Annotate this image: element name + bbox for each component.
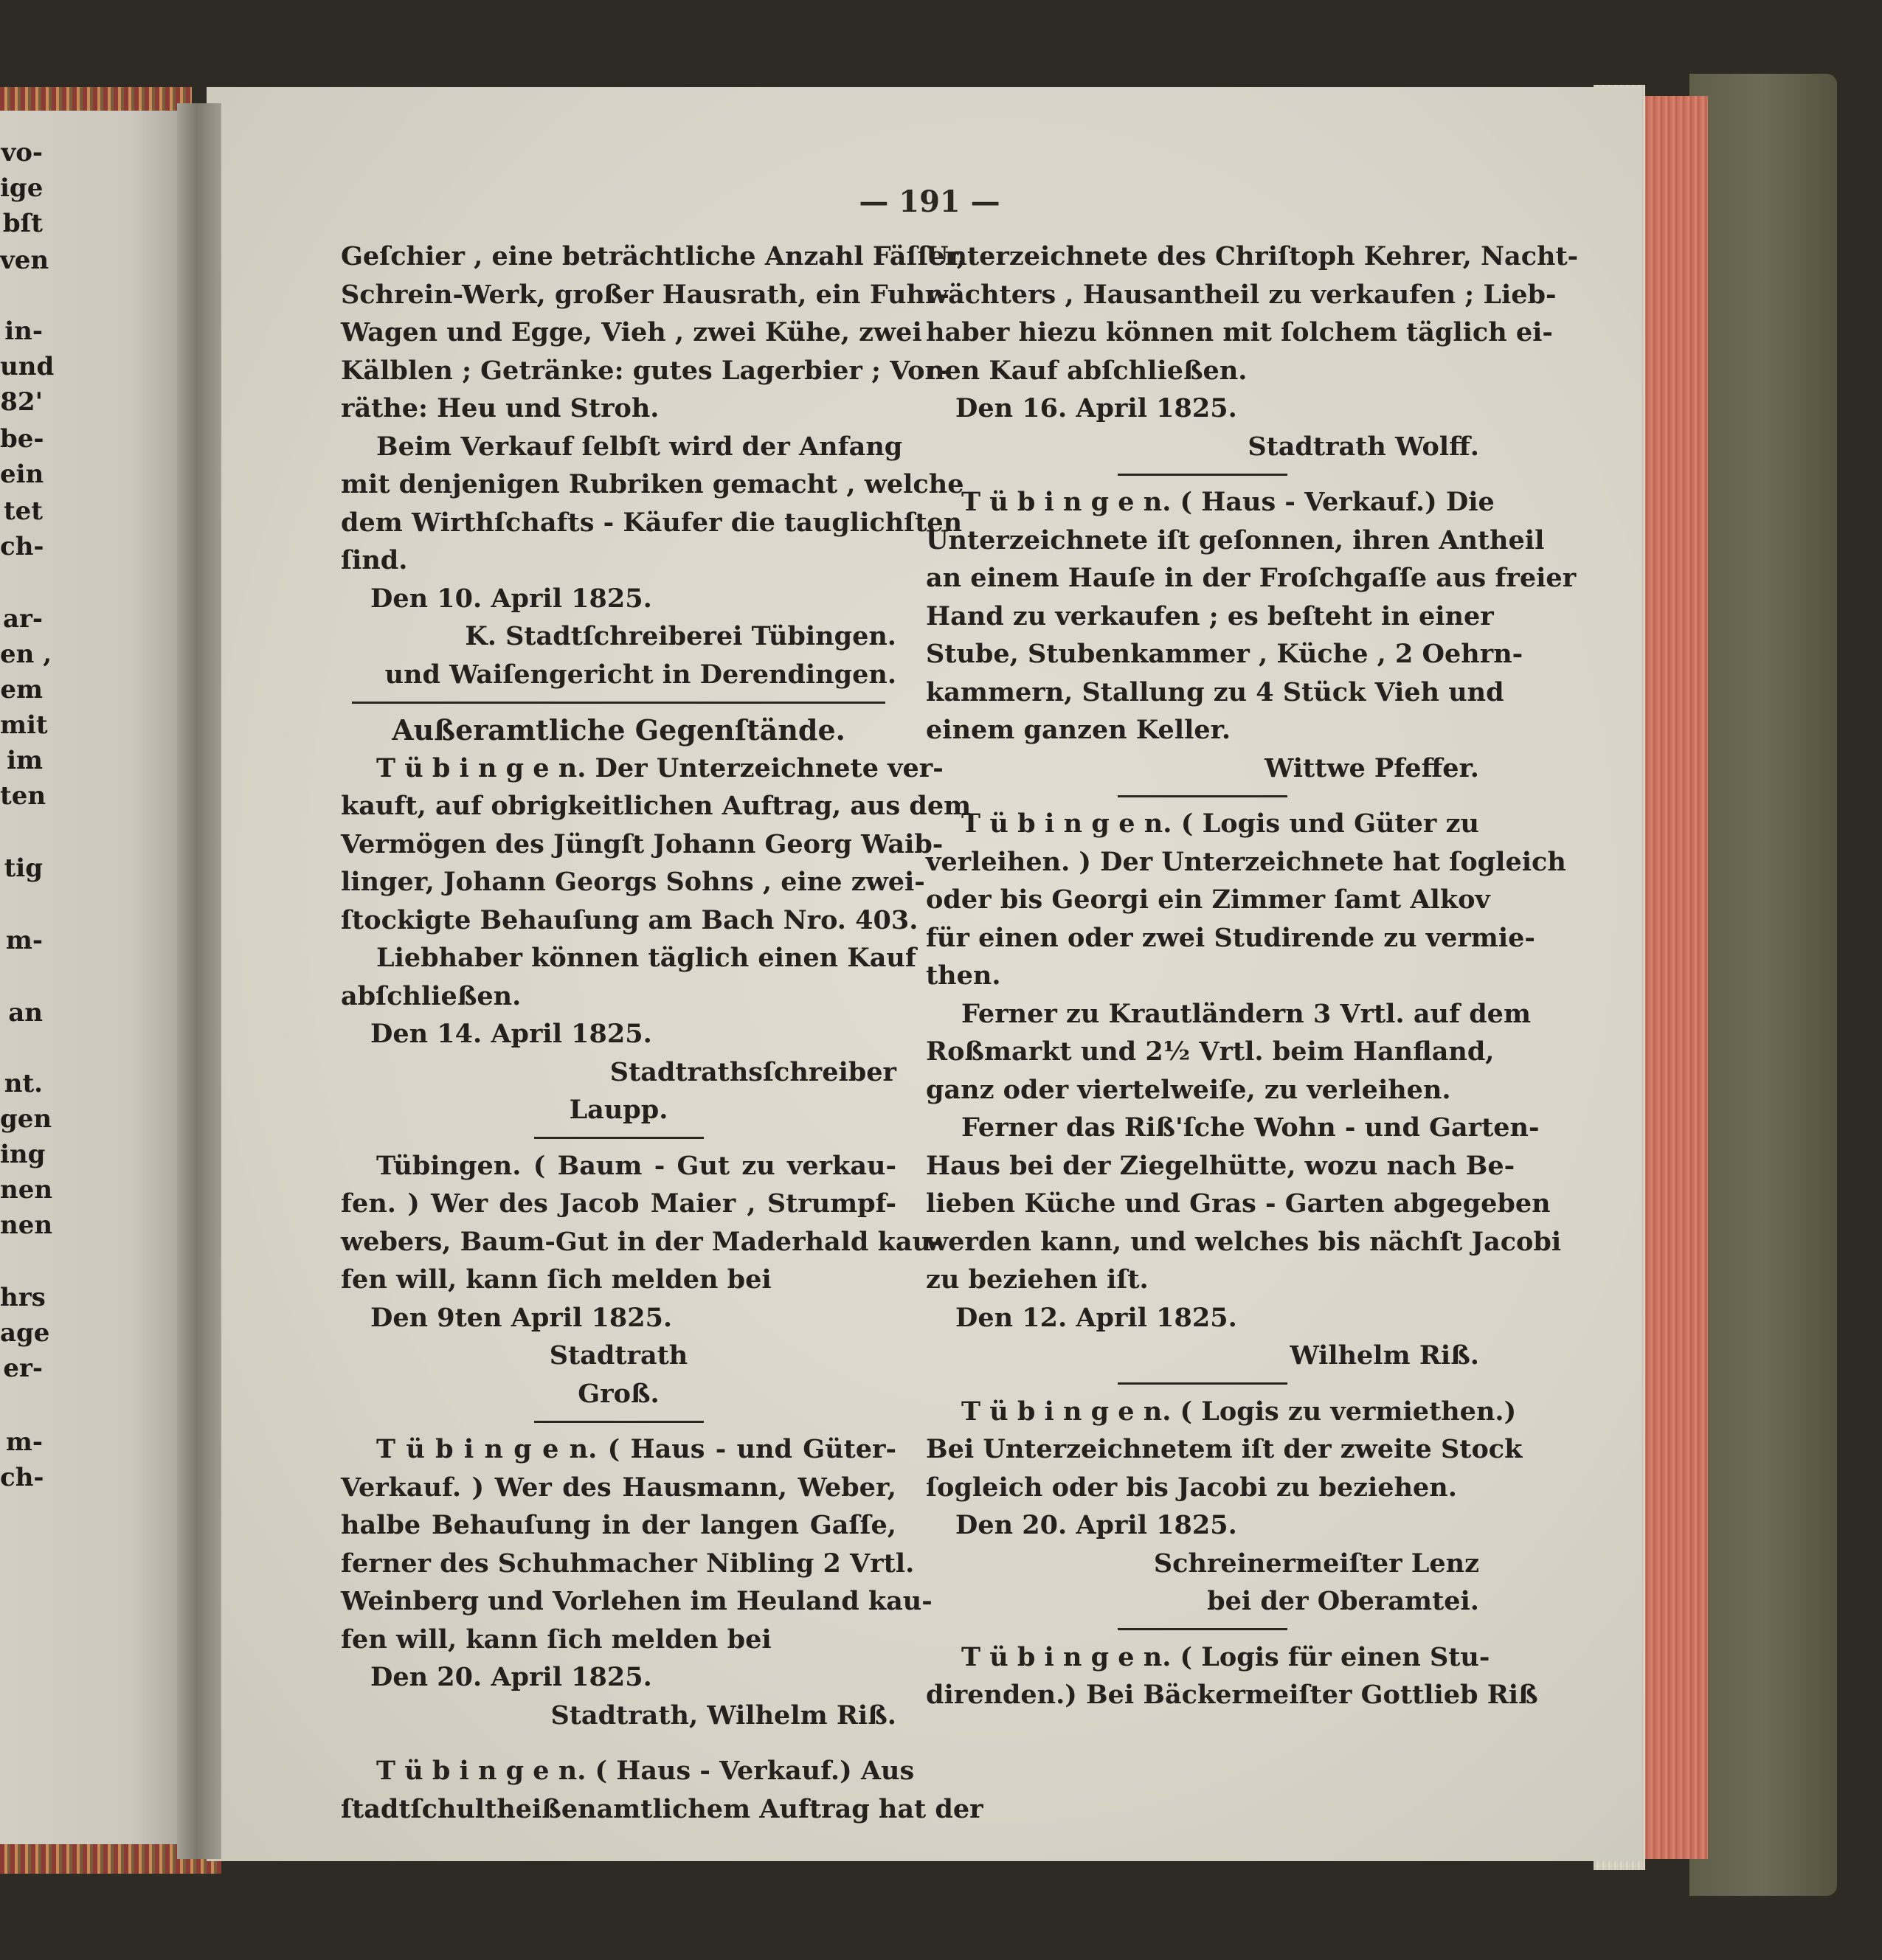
text-line: webers, Baum-Gut in der Maderhald kau-: [341, 1226, 942, 1257]
text-line: T ü b i n g e n. ( Logis zu vermiethen.): [961, 1396, 1517, 1427]
section-divider: [341, 693, 896, 711]
text-line: Vermögen des Jüngſt Johann Georg Waib-: [341, 828, 944, 859]
text-line: verleihen. ) Der Unterzeichnete hat ſogleich: [926, 846, 1566, 877]
text-line: mit denjenigen Rubriken gemacht , welche: [341, 469, 964, 499]
text-line: Den 16. April 1825.: [955, 393, 1237, 423]
text-line: und Waiſengericht in Derendingen.: [384, 659, 896, 690]
left-page-text-fragment: ch-: [0, 1463, 44, 1492]
text-line: Den 12. April 1825.: [955, 1302, 1237, 1333]
text-line: K. Stadtſchreiberei Tübingen.: [465, 621, 896, 651]
divider-rule: [1118, 1628, 1287, 1630]
section-divider: [341, 1129, 896, 1147]
left-page-text-fragment: em: [0, 675, 43, 704]
text-line: werden kann, und welches bis nächſt Jacobi: [926, 1226, 1562, 1257]
text-line: Haus bei der Ziegelhütte, wozu nach Be-: [926, 1150, 1515, 1181]
text-line: ſind.: [341, 545, 408, 575]
text-line: T ü b i n g e n. ( Haus - und Güter-: [376, 1434, 896, 1464]
text-line: Schreinermeiſter Lenz: [1153, 1548, 1479, 1579]
text-line: T ü b i n g e n. ( Logis für einen Stu-: [961, 1641, 1490, 1672]
left-page-text-fragment: nen: [0, 1175, 53, 1205]
text-line: räthe: Heu und Stroh.: [341, 393, 660, 423]
section-divider: [341, 1734, 896, 1752]
left-page-text-fragment: ven: [0, 246, 49, 275]
text-line: zu beziehen iſt.: [926, 1264, 1149, 1295]
left-page-text-fragment: tet: [3, 496, 43, 526]
text-line: Schrein-Werk, großer Hausrath, ein Fuhr-: [341, 279, 949, 310]
text-line: Bei Unterzeichnetem iſt der zweite Stock: [926, 1434, 1523, 1464]
text-line: T ü b i n g e n. ( Haus - Verkauf.) Aus: [376, 1756, 915, 1786]
divider-rule: [1118, 474, 1287, 476]
text-line: halbe Behauſung in der langen Gaſſe,: [341, 1510, 896, 1540]
text-line: Ferner zu Krautländern 3 Vrtl. auf dem: [961, 998, 1531, 1029]
left-page-text-fragment: ten: [0, 781, 46, 811]
left-page-text-fragment: 82': [0, 387, 43, 417]
red-page-edges: [1634, 96, 1708, 1859]
left-page-text-fragment: er-: [3, 1354, 43, 1383]
left-page-text-fragment: an: [8, 998, 43, 1028]
section-divider: [926, 787, 1479, 805]
left-page-text-fragment: m-: [5, 1427, 43, 1457]
left-page-text-fragment: ein: [0, 460, 44, 489]
text-line: an einem Hauſe in der Froſchgaſſe aus freier: [926, 563, 1577, 593]
text-line: bei der Oberamtei.: [1207, 1586, 1479, 1616]
left-page-text-fragment: und: [0, 352, 55, 381]
left-page-text-fragment: en ,: [0, 640, 52, 669]
text-line: einem ganzen Keller.: [926, 715, 1231, 745]
left-page-text-fragment: im: [7, 746, 43, 775]
section-divider: [926, 1621, 1479, 1638]
text-line: T ü b i n g e n. Der Unterzeichnete ver-: [376, 752, 944, 783]
text-line: direnden.) Bei Bäckermeiſter Gottlieb Riß: [926, 1680, 1538, 1710]
text-line: Außeramtliche Gegenſtände.: [392, 713, 845, 747]
divider-rule: [1118, 1382, 1287, 1385]
text-line: fen will, kann ſich melden bei: [341, 1264, 772, 1295]
left-page-text-fragment: in-: [4, 316, 43, 346]
left-page-text-fragment: ing: [0, 1140, 46, 1169]
text-line: Weinberg und Vorlehen im Heuland kau-: [341, 1586, 933, 1616]
text-line: Stadtrath Wolff.: [1248, 431, 1479, 462]
text-line: lieben Küche und Gras - Garten abgegeben: [926, 1188, 1551, 1219]
left-page-text-fragment: vo-: [1, 138, 43, 167]
text-line: Den 14. April 1825.: [370, 1019, 652, 1049]
book-gutter: [177, 103, 221, 1859]
section-divider: [341, 1413, 896, 1430]
text-line: Den 20. April 1825.: [370, 1662, 652, 1692]
text-line: für einen oder zwei Studirende zu vermie-: [926, 922, 1535, 953]
text-line: nen Kauf abſchließen.: [926, 355, 1248, 386]
text-line: Stadtrath, Wilhelm Riß.: [550, 1700, 896, 1731]
text-line: ganz oder viertelweiſe, zu verleihen.: [926, 1074, 1451, 1105]
text-line: dem Wirthſchafts - Käufer die tauglichſten: [341, 507, 963, 538]
text-line: Stadtrath: [549, 1340, 688, 1371]
text-line: linger, Johann Georgs Sohns , eine zwei-: [341, 867, 925, 897]
section-divider: [926, 465, 1479, 483]
left-page-text-fragment: nt.: [4, 1069, 43, 1098]
divider-rule: [352, 702, 885, 704]
left-page-fragment: [0, 111, 188, 1844]
text-line: Stube, Stubenkammer , Küche , 2 Oehrn-: [926, 639, 1523, 669]
text-line: Hand zu verkaufen ; es beſteht in einer: [926, 600, 1494, 631]
text-line: Stadtrathsſchreiber: [609, 1056, 896, 1087]
left-page-text-fragment: age: [0, 1318, 50, 1348]
left-page-text-fragment: hrs: [0, 1283, 46, 1312]
book-cover-board: [1689, 74, 1837, 1896]
left-page-text-fragment: tig: [4, 853, 43, 883]
left-page-text-fragment: ch-: [0, 532, 44, 561]
divider-rule: [534, 1137, 704, 1139]
text-line: T ü b i n g e n. ( Logis und Güter zu: [961, 808, 1479, 839]
text-line: ſtadtſchultheißenamtlichem Auftrag hat der: [341, 1793, 983, 1824]
left-page-text-fragment: m-: [5, 926, 43, 955]
text-line: Beim Verkauf ſelbſt wird der Anfang: [376, 431, 903, 462]
text-line: Den 20. April 1825.: [955, 1510, 1237, 1540]
text-line: Wittwe Pfeffer.: [1265, 752, 1479, 783]
divider-rule: [1118, 795, 1287, 797]
text-line: Laupp.: [569, 1095, 668, 1125]
text-line: Geſchier , eine beträchtliche Anzahl Fäſſer,: [341, 241, 966, 271]
text-line: ſogleich oder bis Jacobi zu beziehen.: [926, 1472, 1457, 1503]
text-line: ſtockigte Behauſung am Bach Nro. 403.: [341, 904, 918, 935]
left-page-text-fragment: ar-: [2, 604, 43, 634]
text-line: fen will, kann ſich melden bei: [341, 1624, 772, 1655]
left-page-text-fragment: be-: [0, 424, 44, 454]
text-line: haber hiezu können mit ſolchem täglich ei-: [926, 317, 1553, 347]
text-line: Unterzeichnete iſt geſonnen, ihren Antheil: [926, 524, 1545, 555]
left-page-text-fragment: nen: [0, 1211, 53, 1240]
text-line: Roßmarkt und 2½ Vrtl. beim Hanfland,: [926, 1036, 1495, 1067]
text-line: wächters , Hausantheil zu verkaufen ; Lieb-: [926, 279, 1557, 310]
divider-rule: [534, 1421, 704, 1423]
text-line: abſchließen.: [341, 980, 522, 1011]
text-line: fen. ) Wer des Jacob Maier , Strumpf-: [341, 1188, 896, 1219]
text-line: T ü b i n g e n. ( Haus - Verkauf.) Die: [961, 487, 1495, 517]
text-line: Verkauf. ) Wer des Hausmann, Weber,: [341, 1472, 896, 1503]
section-divider: [926, 1375, 1479, 1393]
text-line: Wagen und Egge, Vieh , zwei Kühe, zwei: [341, 317, 922, 347]
left-page-text-fragment: bſt: [2, 209, 43, 238]
text-line: Den 10. April 1825.: [370, 583, 652, 614]
text-line: Wilhelm Riß.: [1290, 1340, 1479, 1371]
text-line: Liebhaber können täglich einen Kauf: [376, 943, 916, 973]
text-line: ferner des Schuhmacher Nibling 2 Vrtl.: [341, 1548, 915, 1579]
text-line: then.: [926, 960, 1001, 991]
text-line: Kälblen ; Getränke: gutes Lagerbier ; Vor-: [341, 355, 949, 386]
text-line: Ferner das Riß'ſche Wohn - und Garten-: [961, 1112, 1540, 1143]
left-page-text-fragment: ige: [0, 173, 44, 203]
page-number: — 191 —: [859, 184, 1000, 219]
text-line: kauft, auf obrigkeitlichen Auftrag, aus dem: [341, 791, 972, 821]
left-page-text-fragment: mit: [0, 710, 48, 740]
text-line: Groß.: [578, 1378, 660, 1409]
text-line: Den 9ten April 1825.: [370, 1302, 673, 1333]
text-line: Unterzeichnete des Chriſtoph Kehrer, Nacht-: [926, 241, 1579, 271]
left-page-text-fragment: gen: [0, 1104, 52, 1134]
text-line: kammern, Stallung zu 4 Stück Vieh und: [926, 676, 1504, 707]
text-line: oder bis Georgi ein Zimmer ſamt Alkov: [926, 884, 1490, 915]
right-column: [926, 238, 1579, 1714]
text-line: Tübingen. ( Baum - Gut zu verkau-: [376, 1150, 896, 1181]
